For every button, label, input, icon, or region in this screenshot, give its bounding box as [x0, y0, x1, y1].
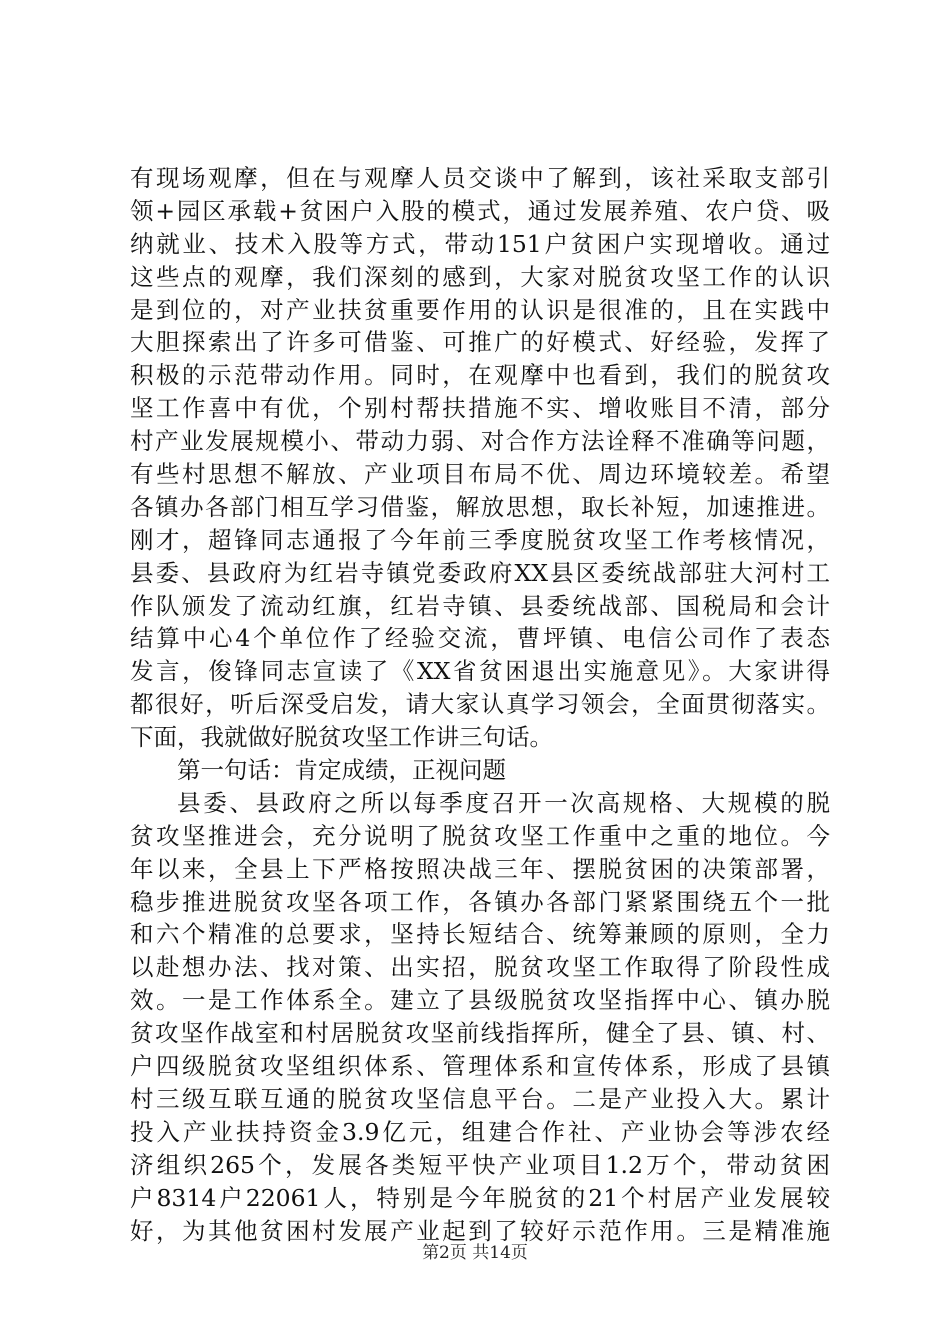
text-line: 贫攻坚作战室和村居脱贫攻坚前线指挥所，健全了县、镇、村、	[130, 1019, 830, 1048]
text-line: 县委、县政府之所以每季度召开一次高规格、大规模的脱	[177, 788, 830, 817]
text-line: 户四级脱贫攻坚组织体系、管理体系和宣传体系，形成了县镇	[130, 1052, 830, 1081]
text-line: 结算中心4个单位作了经验交流，曹坪镇、电信公司作了表态	[130, 624, 830, 653]
text-line: 纳就业、技术入股等方式，带动151户贫困户实现增收。通过	[130, 229, 830, 258]
text-line: 下面，我就做好脱贫攻坚工作讲三句话。	[130, 723, 553, 752]
text-line: 以赴想办法、找对策、出实招，脱贫攻坚工作取得了阶段性成	[130, 953, 830, 982]
text-line: 各镇办各部门相互学习借鉴，解放思想，取长补短，加速推进。	[130, 492, 830, 521]
body-text	[130, 162, 830, 1247]
text-line: 村产业发展规模小、带动力弱、对合作方法诠释不准确等问题，	[130, 427, 830, 456]
page-footer: 第2页 共14页	[422, 1243, 528, 1263]
text-line: 县委、县政府为红岩寺镇党委政府XX县区委统战部驻大河村工	[130, 558, 830, 587]
text-line: 村三级互联互通的脱贫攻坚信息平台。二是产业投入大。累计	[130, 1084, 830, 1113]
text-line: 都很好，听后深受启发，请大家认真学习领会，全面贯彻落实。	[130, 690, 830, 719]
text-line: 投入产业扶持资金3.9亿元，组建合作社、产业协会等涉农经	[130, 1117, 830, 1146]
text-line: 有些村思想不解放、产业项目布局不优、周边环境较差。希望	[130, 460, 830, 489]
text-line: 稳步推进脱贫攻坚各项工作，各镇办各部门紧紧围绕五个一批	[130, 887, 830, 916]
text-line: 领+园区承载+贫困户入股的模式，通过发展养殖、农户贷、吸	[130, 196, 830, 225]
text-line: 大胆探索出了许多可借鉴、可推广的好模式、好经验，发挥了	[130, 328, 830, 357]
text-line: 济组织265个，发展各类短平快产业项目1.2万个，带动贫困	[130, 1150, 830, 1179]
text-line: 效。一是工作体系全。建立了县级脱贫攻坚指挥中心、镇办脱	[130, 986, 830, 1015]
text-line: 户8314户22061人，特别是今年脱贫的21个村居产业发展较	[130, 1183, 830, 1212]
text-line: 是到位的，对产业扶贫重要作用的认识是很准的，且在实践中	[130, 295, 830, 324]
text-line: 年以来，全县上下严格按照决战三年、摆脱贫困的决策部署，	[130, 854, 830, 883]
text-line: 刚才，超锋同志通报了今年前三季度脱贫攻坚工作考核情况，	[130, 525, 830, 554]
text-line: 发言，俊锋同志宣读了《XX省贫困退出实施意见》。大家讲得	[130, 657, 830, 686]
text-line: 贫攻坚推进会，充分说明了脱贫攻坚工作重中之重的地位。今	[130, 821, 830, 850]
text-line: 和六个精准的总要求，坚持长短结合、统筹兼顾的原则，全力	[130, 920, 830, 949]
text-line: 积极的示范带动作用。同时，在观摩中也看到，我们的脱贫攻	[130, 361, 830, 390]
text-line: 作队颁发了流动红旗，红岩寺镇、县委统战部、国税局和会计	[130, 591, 830, 620]
text-line: 好，为其他贫困村发展产业起到了较好示范作用。三是精准施	[130, 1216, 830, 1245]
section-heading: 第一句话：肯定成绩，正视问题	[177, 756, 506, 785]
text-line: 有现场观摩，但在与观摩人员交谈中了解到，该社采取支部引	[130, 164, 830, 192]
text-line: 这些点的观摩，我们深刻的感到，大家对脱贫攻坚工作的认识	[130, 262, 830, 291]
text-line: 坚工作喜中有优，个别村帮扶措施不实、增收账目不清，部分	[130, 394, 830, 423]
